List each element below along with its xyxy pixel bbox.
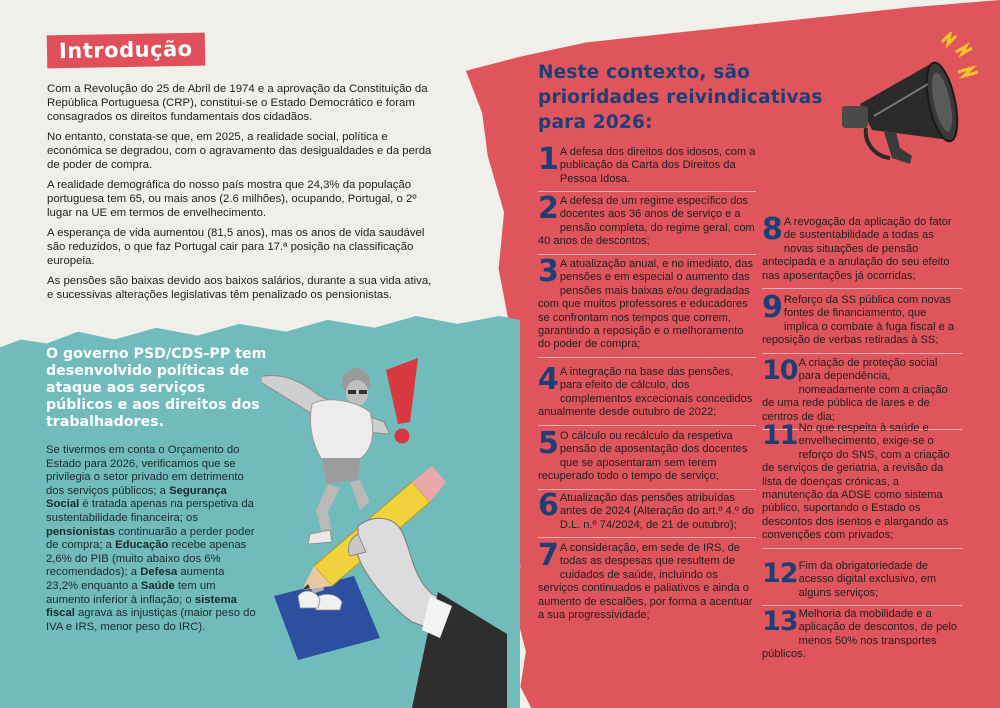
- priority-item-4: [538, 362, 756, 420]
- priority-text: No que respeita à saúde e envelhecimento, exige-se o reforço do SNS, com a criação de serviços de geriatria, a revisão da lista de doenças crónicas, a manutenção da ADSE como sistema público, suportando o Estado os descontos dos isentos e alargando as convenções com privados;: [762, 422, 950, 542]
- priority-item-8: [762, 212, 962, 283]
- priority-number: 13: [762, 606, 798, 637]
- priority-number: 11: [762, 420, 798, 451]
- sound-lines-decoration: [942, 34, 978, 76]
- priority-text: Atualização das pensões atribuídas antes de 2024 (Alteração do art.º 4.º do D.L. n.º 74/2024, de 21 de outubro);: [559, 492, 755, 531]
- priority-number: 9: [762, 290, 783, 325]
- intro-paragraph: No entanto, constata-se que, em 2025, a realidade social, política e económica se degradou, com o agravamento das desigualdades e da perda de poder de compra.: [47, 131, 432, 171]
- priority-item-12: [762, 560, 962, 600]
- priority-number: 2: [538, 191, 559, 226]
- hand-figure: [348, 518, 507, 708]
- priority-item-3: [538, 254, 756, 352]
- priority-text: A revogação da aplicação do fator de sustentabilidade a todas as novas situações de pensão antecipada e a anulação do seu efeito nas aposentações já ocorridas;: [762, 216, 952, 282]
- intro-text: [47, 82, 437, 308]
- government-body: Se tivermos em conta o Orçamento do Estado para 2026, verificamos que se privilegia o setor privado em detrimento dos serviços públicos; a Segurança Social é tratada apenas na perspetiva da sustentabilidade financeira; os pensionistas continuarão a perder poder de compra; a Educação recebe apenas 2,6% do PIB (muito abaixo dos 6% recomendados); a Defesa aumenta 23,2% enquanto a Saúde tem um aumento inferior à inflação; o sistema fiscal agrava as injustiças (maior peso do IVA e IRS, menor peso do IRC).: [46, 444, 256, 633]
- priority-text: A defesa de um regime específico dos docentes aos 36 anos de serviço e a pensão completa, do regime geral, com 40 anos de descontos;: [538, 195, 755, 248]
- priority-number: 12: [762, 558, 798, 589]
- intro-paragraph: Com a Revolução do 25 de Abril de 1974 e a aprovação da Constituição da República Portuguesa (CRP), constitui-se o Estado Democrático e foram consagrados os direitos fundamentais dos cidadãos.: [47, 83, 428, 123]
- megaphone-illustration: [838, 32, 988, 182]
- priority-number: 10: [762, 355, 798, 386]
- collage-illustration: [262, 338, 507, 708]
- priority-item-10: [762, 357, 962, 424]
- priority-text: Fim da obrigatoriedade de acesso digital exclusivo, em alguns serviços;: [798, 560, 937, 599]
- priority-item-9: [762, 290, 962, 348]
- priority-text: A integração na base das pensões, para efeito de cálculo, dos complementos excecionais concedidos anualmente desde outubro de 2022;: [538, 366, 753, 419]
- intro-title: Introdução: [47, 33, 205, 69]
- exclamation-icon: [386, 358, 418, 444]
- intro-paragraph: A esperança de vida aumentou (81,5 anos), mas os anos de vida saudável são reduzidos, o que faz Portugal cair para 17.ª posição na classificação europeia.: [47, 227, 425, 267]
- priority-item-2: [538, 191, 756, 249]
- priority-number: 8: [762, 212, 783, 247]
- priority-item-1: [538, 142, 756, 186]
- priority-text: A defesa dos direitos dos idosos, com a publicação da Carta dos Direitos da Pessoa Idosa.: [559, 146, 756, 185]
- intro-paragraph: A realidade demográfica do nosso país mostra que 24,3% da população portuguesa tem 65, ou mais anos (2.6 milhões), ocupando, Portugal, o 2º lugar na UE em termos de envelhecimento.: [47, 179, 417, 219]
- priority-text: A atualização anual, e no imediato, das pensões e em especial o aumento das pensões mais baixas e/ou degradadas com que muitos professores e educadores se confrontam nos tempos que correm, garantindo a reposição e o melhoramento do poder de compra;: [538, 258, 753, 351]
- priority-text: O cálculo ou recálculo da respetiva pensão de aposentação dos docentes que se aposentaram sem terem recuperado todo o tempo de serviço;: [538, 430, 748, 483]
- priority-number: 3: [538, 254, 559, 289]
- priority-text: A criação de proteção social para dependência, nomeadamente com a criação de uma rede pública de lares e de centros de dia;: [762, 357, 948, 423]
- priority-text: A consideração, em sede de IRS, de todas as despesas que resultem de cuidados de saúde, incluindo os serviços continuados e paliativos e ainda o aumento de escalões, por forma a acentuar a sua progressividade;: [538, 542, 753, 622]
- priority-number: 6: [538, 488, 559, 523]
- priority-item-5: [538, 426, 756, 484]
- priority-item-6: [538, 488, 756, 532]
- priority-number: 5: [538, 426, 559, 461]
- priority-text: Reforço da SS pública com novas fontes de financiamento, que implica o combate à fuga fiscal e a reposição de verbas retiradas à SS;: [762, 294, 955, 347]
- priority-item-11: [762, 422, 962, 543]
- intro-paragraph: As pensões são baixas devido aos baixos salários, durante a sua vida ativa, e sucessivas alterações legislativas têm penalizado os pensionistas.: [47, 275, 432, 301]
- government-heading: O governo PSD/CDS-PP tem desenvolvido políticas de ataque aos serviços públicos e aos direitos dos trabalhadores.: [46, 346, 267, 430]
- priority-item-7: [538, 538, 756, 622]
- priority-number: 1: [538, 142, 559, 177]
- megaphone-icon: [842, 60, 963, 164]
- priorities-heading: Neste contexto, são prioridades reivindicativas para 2026:: [538, 62, 823, 133]
- priority-number: 4: [538, 362, 559, 397]
- priority-number: 7: [538, 538, 559, 573]
- priority-text: Melhoria da mobilidade e a aplicação de descontos, de pelo menos 50% nos transportes públicos.: [762, 608, 958, 661]
- priority-item-13: [762, 608, 962, 662]
